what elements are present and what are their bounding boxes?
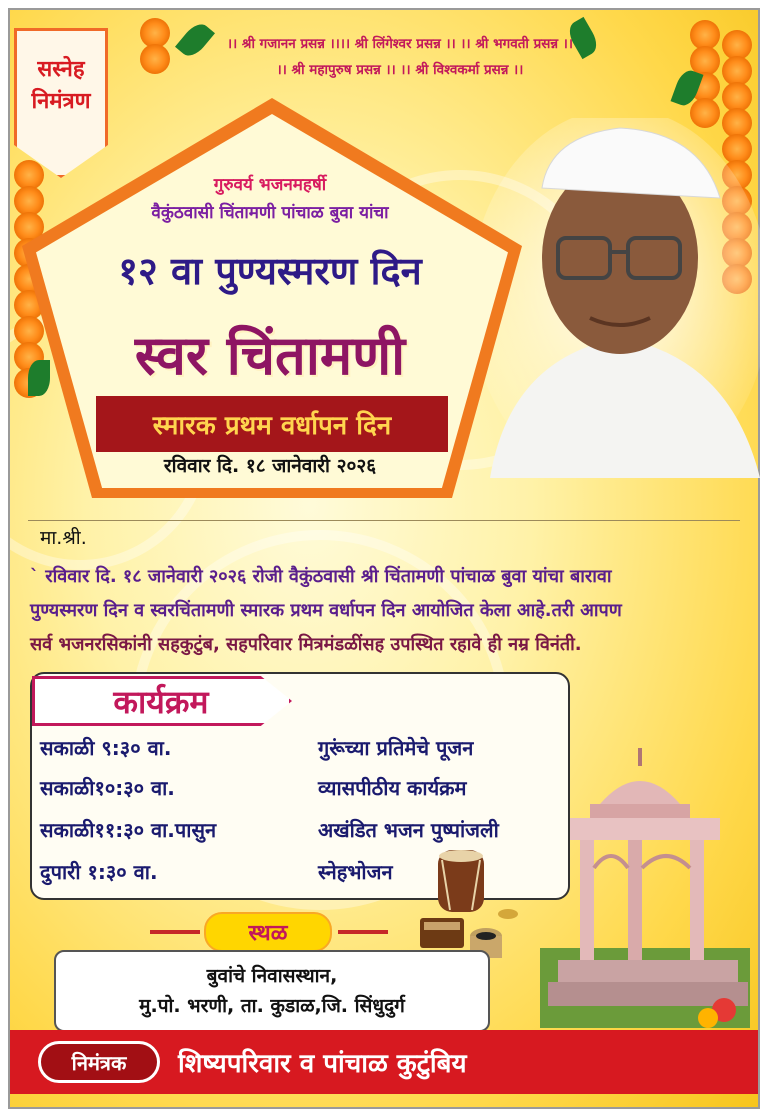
event-date: रविवार दि. १८ जानेवारी २०२६ xyxy=(163,455,377,477)
memorial-temple-illustration xyxy=(540,748,750,1028)
program-time: सकाळी१०:३० वा. xyxy=(40,776,175,800)
host-label: निमंत्रक xyxy=(71,1051,127,1075)
blessing-line-1: ।। श्री गजानन प्रसन्न ।।।। श्री लिंगेश्वर प्रसन्न ।। ।। श्री भगवती प्रसन्न ।। xyxy=(226,36,574,52)
decorative-line xyxy=(338,930,388,934)
brand-title: स्वर चिंतामणी xyxy=(134,323,406,387)
venue-title: स्थळ xyxy=(248,920,288,946)
letter-line-2: पुण्यस्मरण दिन व स्वरचिंतामणी स्मारक प्रथम वर्धापन दिन आयोजित केला आहे.तरी आपण xyxy=(30,600,622,621)
portrait-photo xyxy=(470,118,760,478)
program-event: व्यासपीठीय कार्यक्रम xyxy=(318,776,467,800)
program-row xyxy=(36,816,566,850)
tag-line-2: निमंत्रण xyxy=(31,89,91,114)
venue-line-2: मु.पो. भरणी, ता. कुडाळ,जि. सिंधुदुर्ग xyxy=(139,995,405,1017)
invitation-tag-label xyxy=(14,54,108,118)
honorific: गुरुवर्य भजनमहर्षी xyxy=(213,175,327,195)
program-row xyxy=(36,734,566,768)
tag-line-1: सस्नेह xyxy=(37,57,85,82)
program-time: सकाळी११:३० वा.पासुन xyxy=(40,818,217,842)
person-name: वैकुंठवासी चिंतामणी पांचाळ बुवा यांचा xyxy=(151,203,389,223)
leaf-icon xyxy=(28,360,50,396)
program-event: अखंडित भजन पुष्पांजली xyxy=(318,818,499,842)
anniversary-title: स्मारक प्रथम वर्धापन दिन xyxy=(152,411,392,441)
venue-line-1: बुवांचे निवासस्थान, xyxy=(206,965,338,987)
program-event: गुरूंच्या प्रतिमेचे पूजन xyxy=(318,736,474,760)
blessing-line-2: ।। श्री महापुरुष प्रसन्न ।। ।। श्री विश्वकर्मा प्रसन्न ।। xyxy=(276,62,524,78)
program-title: कार्यक्रम xyxy=(113,683,209,721)
salutation: मा.श्री. xyxy=(40,527,87,549)
program-time: दुपारी १:३० वा. xyxy=(40,860,158,884)
program-row xyxy=(36,774,566,808)
program-time: सकाळी ९:३० वा. xyxy=(40,736,172,760)
decorative-line xyxy=(150,930,200,934)
letter-line-1: ` रविवार दि. १८ जानेवारी २०२६ रोजी वैकुंठवासी श्री चिंतामणी पांचाळ बुवा यांचा बारावा xyxy=(30,566,612,587)
event-title: १२ वा पुण्यस्मरण दिन xyxy=(118,249,422,293)
program-event: स्नेहभोजन xyxy=(318,860,393,884)
letter-line-3: सर्व भजनरसिकांनी सहकुटुंब, सहपरिवार मित्रमंडळींसह उपस्थित रहावे ही नम्र विनंती. xyxy=(30,634,582,655)
host-name: शिष्यपरिवार व पांचाळ कुटुंबिय xyxy=(178,1049,467,1079)
divider xyxy=(28,520,740,521)
